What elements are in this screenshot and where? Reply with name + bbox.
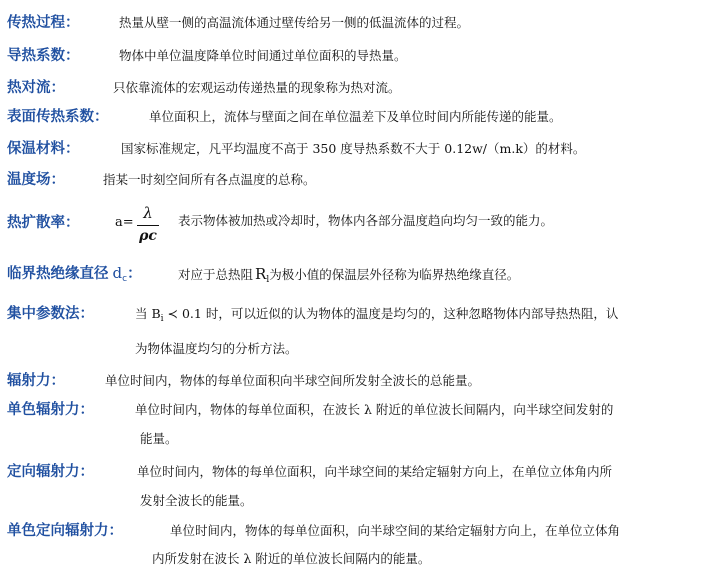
def-monochromatic-directional-emissive-power: 单位时间内，物体的每单位面积，向半球空间的某给定辐射方向上，在单位立体角 xyxy=(170,523,621,538)
def-insulation-material: 国家标准规定，凡平均温度不高于 350 度导热系数不大于 0.12w/（m.k）的材料。 xyxy=(121,141,586,156)
def-temperature-field: 指某一时刻空间所有各点温度的总称。 xyxy=(103,172,316,187)
term-emissive-power: 辐射力： xyxy=(7,373,65,389)
def-monochromatic-emissive-power: 单位时间内，物体的每单位面积，在波长 λ 附近的单位波长间隔内，向半球空间发射的 xyxy=(135,402,614,417)
def-part-b: ≺ 0.1 时，可以近似的认为物体的温度是均匀的，这种忽略物体内部导热热阻，认 xyxy=(163,306,619,321)
def-symbol-r: R xyxy=(255,265,267,283)
def-symbol-sub: l xyxy=(266,275,270,285)
formula-denominator: ρc xyxy=(139,228,157,244)
term-monochromatic-emissive-power: 单色辐射力： xyxy=(7,402,94,418)
term-critical-insulation-diameter xyxy=(7,263,142,289)
term-symbol-d: d xyxy=(112,264,123,282)
def-critical-insulation-diameter xyxy=(178,264,519,290)
formula-numerator: λ xyxy=(143,204,153,222)
def-heat-convection: 只依靠流体的宏观运动传递热量的现象称为热对流。 xyxy=(113,80,401,95)
term-colon: ： xyxy=(127,266,142,282)
term-heat-transfer-process: 传热过程： xyxy=(7,15,80,31)
def-part-a: 当 B xyxy=(135,306,161,321)
def-directional-emissive-power: 单位时间内，物体的每单位面积，向半球空间的某给定辐射方向上，在单位立体角内所 xyxy=(137,464,613,479)
def-directional-emissive-power-line2: 发射全波长的能量。 xyxy=(140,493,253,508)
term-symbol-sub: c xyxy=(122,274,128,284)
term-critical-insulation-label: 临界热绝缘直径 xyxy=(7,266,109,282)
def-heat-transfer-process: 热量从壁一侧的高温流体通过壁传给另一侧的低温流体的过程。 xyxy=(119,15,470,30)
term-temperature-field: 温度场： xyxy=(7,172,65,188)
def-lumped-parameter-method-line2: 为物体温度均匀的分析方法。 xyxy=(135,341,298,356)
term-thermal-diffusivity: 热扩散率： xyxy=(7,215,80,231)
term-insulation-material: 保温材料： xyxy=(7,141,80,157)
term-thermal-conductivity: 导热系数： xyxy=(7,48,80,64)
def-lumped-parameter-method xyxy=(135,304,618,329)
def-monochromatic-emissive-power-line2: 能量。 xyxy=(140,431,178,446)
term-lumped-parameter-method: 集中参数法： xyxy=(7,306,94,322)
def-biot-sub: i xyxy=(160,314,164,324)
def-emissive-power: 单位时间内，物体的每单位面积向半球空间所发射全波长的总能量。 xyxy=(105,373,481,388)
term-monochromatic-directional-emissive-power: 单色定向辐射力： xyxy=(7,523,123,539)
def-thermal-diffusivity: 表示物体被加热或冷却时，物体内各部分温度趋向均匀一致的能力。 xyxy=(178,213,554,228)
def-monochromatic-directional-emissive-power-line2: 内所发射在波长 λ 附近的单位波长间隔内的能量。 xyxy=(152,551,431,566)
def-part-a: 对应于总热阻 xyxy=(178,267,254,282)
term-directional-emissive-power: 定向辐射力： xyxy=(7,464,94,480)
formula-lhs: a= xyxy=(115,215,134,230)
def-thermal-conductivity: 物体中单位温度降单位时间通过单位面积的导热量。 xyxy=(119,48,407,63)
term-heat-convection: 热对流： xyxy=(7,80,65,96)
def-surface-heat-transfer-coefficient: 单位面积上，流体与壁面之间在单位温差下及单位时间内所能传递的能量。 xyxy=(149,109,562,124)
term-surface-heat-transfer-coefficient: 表面传热系数： xyxy=(7,109,109,125)
def-part-b: 为极小值的保温层外径称为临界热绝缘直径。 xyxy=(269,267,520,282)
